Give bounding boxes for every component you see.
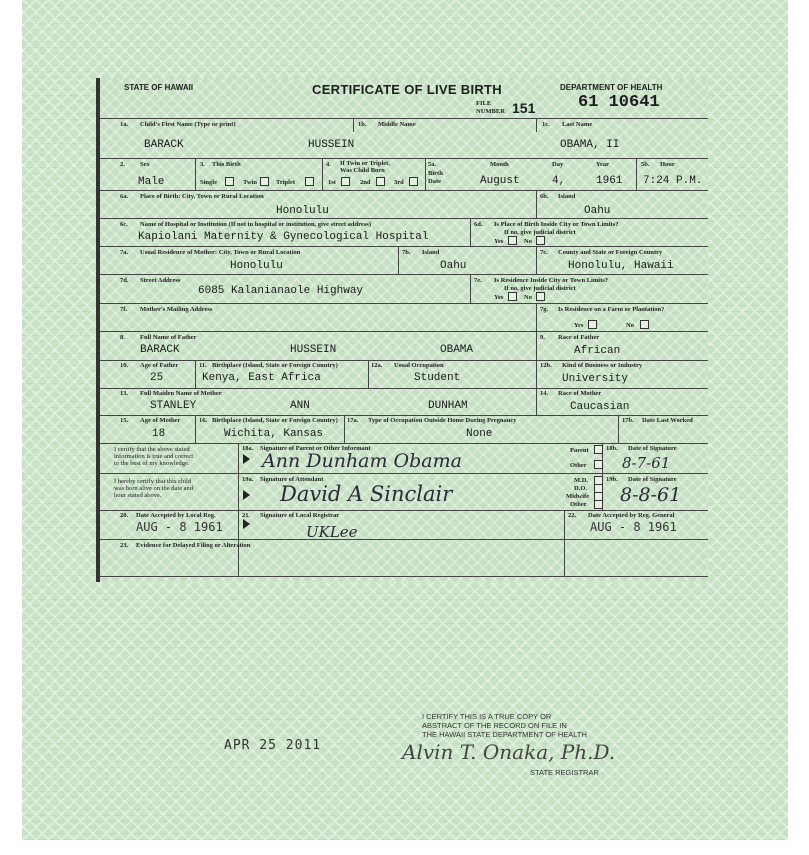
birth-year: 1961 [596, 175, 623, 187]
inside-city-label: Is Place of Birth Inside City or Town Limits? [494, 221, 619, 228]
local-date-label: Date Accepted by Local Reg. [136, 512, 216, 519]
general-acceptance-date-stamp: AUG - 8 1961 [590, 520, 677, 534]
col-line [564, 510, 565, 576]
row-line [100, 274, 708, 275]
place-of-birth-label: Place of Birth: City, Town or Rural Location [140, 193, 264, 200]
parent-signature-label: Signature of Parent or Other Informant [260, 445, 371, 452]
row-line [100, 218, 708, 219]
birth-city: Honolulu [276, 205, 329, 217]
row-line [100, 415, 708, 416]
mother-age-label: Age of Mother [140, 417, 181, 424]
yes-checkbox [508, 236, 517, 245]
certificate-title: CERTIFICATE OF LIVE BIRTH [312, 82, 502, 97]
child-first-name: BARACK [144, 139, 184, 151]
local-acceptance-date-stamp: AUG - 8 1961 [136, 520, 223, 534]
signature-arrow-icon [243, 519, 250, 529]
mother-race: Caucasian [570, 401, 630, 413]
occupation-label: Usual Occupation [394, 362, 444, 369]
field-number: 2. [120, 161, 125, 168]
field-number: 3. [200, 161, 205, 168]
evidence-label: Evidence for Delayed Filing or Alteration [136, 542, 251, 549]
local-registrar-label: Signature of Local Registrar [260, 512, 340, 519]
field-number: 17b. [622, 417, 634, 424]
col-line [368, 360, 369, 388]
father-middle-name: HUSSEIN [290, 344, 337, 356]
col-line [536, 246, 537, 274]
attendant-signature-date: 8-8-61 [620, 484, 682, 506]
field-number: 7c. [540, 249, 548, 256]
mother-race-label: Race of Mother [558, 390, 602, 397]
father-race: African [574, 345, 621, 357]
mother-occupation: None [466, 428, 493, 440]
col-line [344, 415, 345, 443]
field-number: 1c. [542, 121, 550, 128]
col-line [425, 158, 426, 190]
island-label: Island [558, 193, 576, 200]
field-number: 19b. [606, 476, 618, 483]
row-line [100, 331, 708, 332]
row-line [100, 473, 708, 474]
first-checkbox [341, 177, 350, 186]
row-line [100, 576, 708, 577]
general-date-label: Date Accepted by Reg. General [588, 512, 675, 519]
certification-line: I CERTIFY THIS IS A TRUE COPY OR [422, 712, 552, 721]
no-label: No [626, 322, 634, 329]
mother-birthplace-label: Birthplace (Island, State or Foreign Country) [212, 417, 338, 424]
hour-label: Hour [660, 161, 675, 168]
no-label: No [524, 294, 532, 301]
certification-line: ABSTRACT OF THE RECORD ON FILE IN [422, 721, 567, 730]
triplet-checkbox [305, 177, 314, 186]
field-number: 17a. [347, 417, 359, 424]
midwife-label: Midwife [566, 493, 590, 500]
father-age-label: Age of Father [140, 362, 179, 369]
father-first-name: BARACK [140, 344, 180, 356]
row-line [100, 190, 708, 191]
twin-checkbox [260, 177, 269, 186]
mother-occupation-label: Type of Occupation Outside Home During Pregnancy [368, 417, 517, 424]
row-line [100, 539, 708, 540]
col-line [536, 331, 537, 360]
single-checkbox [225, 177, 234, 186]
month-label: Month [490, 161, 509, 168]
field-number: 7g. [540, 306, 549, 313]
field-number: 7d. [120, 277, 129, 284]
row-line [100, 303, 708, 304]
date-of-signature-label: Date of Signature [628, 445, 677, 452]
field-number: 8. [120, 334, 125, 341]
do-label: D.O. [574, 485, 587, 492]
street-address: 6085 Kalanianaole Highway [198, 285, 364, 297]
father-birthplace: Kenya, East Africa [202, 372, 321, 384]
mother-first-name: STANLEY [150, 400, 197, 412]
row-line [100, 118, 708, 119]
attendant-certification-text: was born alive on the date and [114, 485, 194, 492]
field-number: 6a. [120, 193, 129, 200]
row-line [100, 443, 708, 444]
mother-maiden-label: Full Maiden Name of Mother [140, 390, 222, 397]
father-name-label: Full Name of Father [140, 334, 197, 341]
county-label: County and State or Foreign Country [558, 249, 663, 256]
field-number: 18a. [242, 445, 254, 452]
field-number: 12b. [540, 362, 552, 369]
col-line [470, 274, 471, 303]
certification-line: THE HAWAII STATE DEPARTMENT OF HEALTH [422, 730, 587, 739]
attendant-signature: David A Sinclair [280, 482, 453, 506]
col-line [536, 303, 537, 331]
attendant-certification-text: I hereby certify that this child [114, 478, 192, 485]
field-number: 1b. [358, 121, 367, 128]
father-birthplace-label: Birthplace (Island, State or Foreign Country) [212, 362, 338, 369]
last-worked-label: Date Last Worked [642, 417, 693, 424]
field-number: 7f. [120, 306, 128, 313]
birth-certificate-form [96, 78, 708, 582]
twin-label: Twin [243, 179, 257, 186]
col-line [618, 415, 619, 443]
child-middle-name: HUSSEIN [308, 139, 355, 151]
mother-birthplace: Wichita, Kansas [224, 428, 324, 440]
field-number: 15. [120, 417, 129, 424]
parent-certification-text: I certify that the above stated [114, 446, 190, 453]
field-number: 10. [120, 362, 129, 369]
twin-question-label: If Twin or Triplet, [340, 160, 390, 167]
middle-name-label: Middle Name [378, 121, 416, 128]
yes-checkbox [588, 320, 597, 329]
yes-label: Yes [494, 294, 504, 301]
birth-hour: 7:24 P.M. [643, 175, 703, 187]
col-line [195, 360, 196, 388]
row-line [100, 388, 708, 389]
no-checkbox [536, 292, 545, 301]
number-label: NUMBER [476, 108, 505, 115]
file-number: 151 [512, 100, 536, 116]
parent-signature-date: 8-7-61 [622, 454, 671, 472]
field-number: 7e. [474, 277, 482, 284]
local-registrar-signature: UKLee [306, 523, 358, 541]
residence-county: Honolulu, Hawaii [568, 260, 674, 272]
child-first-name-label: Child's First Name (Type or print) [140, 121, 236, 128]
residence-inside-label: Is Residence Inside City or Town Limits? [494, 277, 609, 284]
third-checkbox [409, 177, 418, 186]
third-label: 3rd [394, 179, 404, 186]
date-of-signature-label: Date of Signature [628, 476, 677, 483]
field-number: 20. [120, 512, 129, 519]
farm-label: Is Residence on a Farm or Plantation? [558, 306, 665, 313]
residence-island: Oahu [440, 260, 467, 272]
registrar-signature: Alvin T. Onaka, Ph.D. [402, 740, 616, 764]
row-line [100, 360, 708, 361]
col-line [536, 388, 537, 415]
signature-arrow-icon [243, 490, 250, 500]
field-number: 6c. [120, 221, 128, 228]
dept-label: DEPARTMENT OF HEALTH [560, 83, 663, 92]
field-number: 5b. [641, 161, 650, 168]
birth-day: 4, [552, 175, 566, 187]
day-label: Day [552, 161, 564, 168]
col-line [353, 118, 354, 132]
father-occupation: Student [414, 372, 461, 384]
other-checkbox [594, 460, 603, 469]
col-line [238, 443, 239, 576]
md-label: M.D. [574, 477, 589, 484]
second-label: 2nd [360, 179, 371, 186]
yes-checkbox [508, 292, 517, 301]
second-checkbox [376, 177, 385, 186]
col-line [195, 158, 196, 190]
col-line [536, 118, 537, 132]
father-race-label: Race of Father [558, 334, 600, 341]
attendant-certification-text: hour stated above. [114, 492, 162, 499]
birth-island: Oahu [584, 205, 611, 217]
field-number: 13. [120, 390, 129, 397]
col-line [398, 246, 399, 274]
field-number: 19a. [242, 476, 254, 483]
col-line [195, 415, 196, 443]
field-number: 7a. [120, 249, 129, 256]
field-number: 7b. [402, 249, 411, 256]
field-number: 12a. [371, 362, 383, 369]
no-label: No [524, 238, 532, 245]
birth-month: August [480, 175, 520, 187]
field-number: 22. [568, 512, 577, 519]
sex-value: Male [138, 176, 165, 188]
no-checkbox [536, 236, 545, 245]
field-number: 6d. [474, 221, 483, 228]
col-line [322, 158, 323, 190]
date-label: Date [428, 178, 441, 185]
father-age: 25 [150, 372, 164, 384]
this-birth-label: This Birth [212, 161, 241, 168]
field-number: 14. [540, 390, 549, 397]
field-number: 21. [242, 512, 251, 519]
hospital-label: Name of Hospital or Institution (If not in hospital or institution, give street address) [140, 221, 372, 228]
field-number: 11. [199, 362, 207, 369]
first-label: 1st [328, 179, 336, 186]
registrar-title: STATE REGISTRAR [530, 768, 599, 777]
field-number: 16. [199, 417, 208, 424]
parent-label: Parent [570, 447, 589, 454]
state-label: STATE OF HAWAII [124, 83, 194, 92]
year-label: Year [596, 161, 609, 168]
parent-signature: Ann Dunham Obama [262, 450, 462, 472]
yes-label: Yes [574, 322, 584, 329]
field-number: 18b. [606, 445, 618, 452]
row-line [100, 510, 708, 511]
no-checkbox [640, 320, 649, 329]
field-number: 9. [540, 334, 545, 341]
judicial-district-label: If no, give judicial district [504, 285, 576, 292]
col-line [536, 360, 537, 388]
father-business: University [562, 373, 629, 385]
mother-age: 18 [152, 428, 166, 440]
yes-label: Yes [494, 238, 504, 245]
residence-label: Usual Residence of Mother: City, Town or Rural Location [140, 249, 301, 256]
issue-date-stamp: APR 25 2011 [224, 738, 322, 753]
judicial-district-label: If no, give judicial district [504, 229, 576, 236]
business-label: Kind of Business or Industry [562, 362, 643, 369]
field-number: 6b. [540, 193, 549, 200]
mother-middle-name: ANN [290, 400, 310, 412]
parent-certification-text: information is true and correct [114, 453, 194, 460]
col-line [470, 218, 471, 246]
parent-certification-text: to the best of my knowledge. [114, 460, 190, 467]
single-label: Single [200, 179, 217, 186]
attendant-signature-label: Signature of Attendant [260, 476, 324, 483]
col-line [636, 158, 637, 190]
field-number: 4. [326, 161, 331, 168]
mailing-address-label: Mother's Mailing Address [140, 306, 213, 313]
sex-label: Sex [140, 161, 150, 168]
signature-arrow-icon [243, 454, 250, 464]
field-number: 23. [120, 542, 129, 549]
twin-question-label: Was Child Born [340, 167, 385, 174]
other-label: Other [570, 462, 587, 469]
certificate-number: 61 10641 [578, 93, 660, 112]
file-label: FILE [476, 100, 492, 107]
residence-city: Honolulu [230, 260, 283, 272]
last-name-label: Last Name [562, 121, 593, 128]
triplet-label: Triplet [276, 179, 296, 186]
other-checkbox [594, 500, 603, 509]
field-number: 1a. [120, 121, 129, 128]
street-label: Street Address [140, 277, 181, 284]
parent-checkbox [594, 445, 603, 454]
birth-label: Birth [428, 170, 443, 177]
other-label: Other [570, 501, 587, 508]
child-last-name: OBAMA, II [560, 139, 620, 151]
field-number: 5a. [428, 161, 437, 168]
col-line [536, 190, 537, 218]
mother-last-name: DUNHAM [428, 400, 468, 412]
father-last-name: OBAMA [440, 344, 474, 356]
hospital-name: Kapiolani Maternity & Gynecological Hospital [138, 231, 429, 243]
row-line [100, 246, 708, 247]
row-line [100, 158, 708, 159]
island-label: Island [422, 249, 440, 256]
